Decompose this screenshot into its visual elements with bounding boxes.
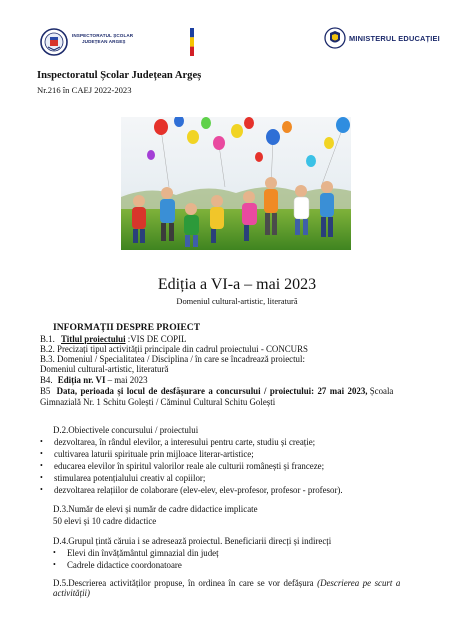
bullet-icon: • bbox=[40, 437, 43, 446]
b5-line bbox=[40, 386, 393, 396]
d3-value: 50 elevi și 10 cadre didactice bbox=[53, 516, 157, 526]
ministry-coat-of-arms-icon bbox=[324, 26, 346, 50]
b4-bold: Ediția nr. VI bbox=[57, 375, 106, 385]
list-item: • dezvoltarea, în rândul elevilor, a interesului pentru carte, studiu și creație; bbox=[40, 437, 316, 447]
b3-value: Domeniul cultural-artistic, literatură bbox=[40, 364, 169, 374]
bullet-icon: • bbox=[53, 560, 56, 569]
b5-line2: Gimnazială Nr. 1 Schitu Golești / Căminul Cultural Schitu Golești bbox=[40, 397, 276, 407]
children-balloons-photo bbox=[121, 117, 351, 250]
bullet-icon: • bbox=[53, 548, 56, 557]
ministry-name: MINISTERUL EDUCAȚIEI bbox=[349, 34, 440, 43]
b4-rest: – mai 2023 bbox=[105, 375, 148, 385]
b5-label: B5 bbox=[40, 386, 51, 396]
d3-label: D.3.Număr de elevi și număr de cadre didactice implicate bbox=[53, 504, 258, 514]
isj-seal-icon bbox=[40, 28, 68, 56]
list-item: • educarea elevilor în spiritul valorilor reale ale culturii românești și franceze; bbox=[40, 461, 325, 471]
info-heading: INFORMAȚII DESPRE PROIECT bbox=[53, 322, 201, 333]
b4-label: B4. bbox=[40, 375, 53, 385]
b1-title: Titlul proiectului bbox=[61, 334, 126, 344]
b1-line bbox=[40, 334, 186, 344]
list-item: • stimularea potențialului creativ al copiilor; bbox=[40, 473, 206, 483]
b5-rest: Școala bbox=[367, 386, 394, 396]
d5-italic-1: (Descrierea pe scurt a bbox=[317, 578, 401, 588]
domain-line: Domeniul cultural-artistic, literatură bbox=[176, 297, 298, 306]
d4-label: D.4.Grupul țintă căruia i se adresează proiectul. Beneficiarii direcți și indirecți bbox=[53, 536, 332, 546]
list-item: • dezvoltarea relațiilor de colaborare (elev-elev, elev-profesor, profesor - profesor). bbox=[40, 485, 343, 495]
b1-label: B.1. bbox=[40, 334, 55, 344]
d2-label: D.2.Obiectivele concursului / proiectului bbox=[53, 425, 199, 435]
flag-stripe-icon bbox=[190, 28, 194, 56]
list-item: • Elevi din învățământul gimnazial din județ bbox=[53, 548, 219, 558]
isj-name bbox=[72, 33, 133, 45]
isj-name-line2: JUDEȚEAN ARGEȘ bbox=[82, 39, 126, 44]
d5-label bbox=[53, 578, 400, 588]
b4-line bbox=[40, 375, 148, 385]
d5-italic-2: activității) bbox=[53, 588, 90, 598]
bullet-icon: • bbox=[40, 473, 43, 482]
list-item: • Cadrele didactice coordonatoare bbox=[53, 560, 182, 570]
registration-number: Nr.216 în CAEJ 2022-2023 bbox=[37, 85, 132, 95]
edition-title: Ediția a VI-a – mai 2023 bbox=[157, 276, 317, 293]
b2-line: B.2. Precizați tipul activității principale din cadrul proiectului - CONCURS bbox=[40, 344, 308, 354]
bullet-icon: • bbox=[40, 485, 43, 494]
bullet-icon: • bbox=[40, 461, 43, 470]
list-item: • cultivarea laturii spirituale prin mijloace literar-artistice; bbox=[40, 449, 254, 459]
d5-label-text: D.5.Descrierea activităților propuse, în ordinea în care se vor defășura bbox=[53, 578, 314, 588]
b1-value: :VIS DE COPIL bbox=[125, 334, 187, 344]
bullet-icon: • bbox=[40, 449, 43, 458]
org-title: Inspectoratul Școlar Județean Argeș bbox=[37, 70, 202, 81]
b5-bold: Data, perioada și locul de desfășurare a concursului / proiectului: 27 mai 2023, bbox=[56, 386, 368, 396]
b3-line: B.3. Domeniul / Specialitatea / Disciplina / în care se încadrează proiectul: bbox=[40, 354, 305, 364]
isj-name-line1: INSPECTORATUL ȘCOLAR bbox=[72, 33, 134, 38]
